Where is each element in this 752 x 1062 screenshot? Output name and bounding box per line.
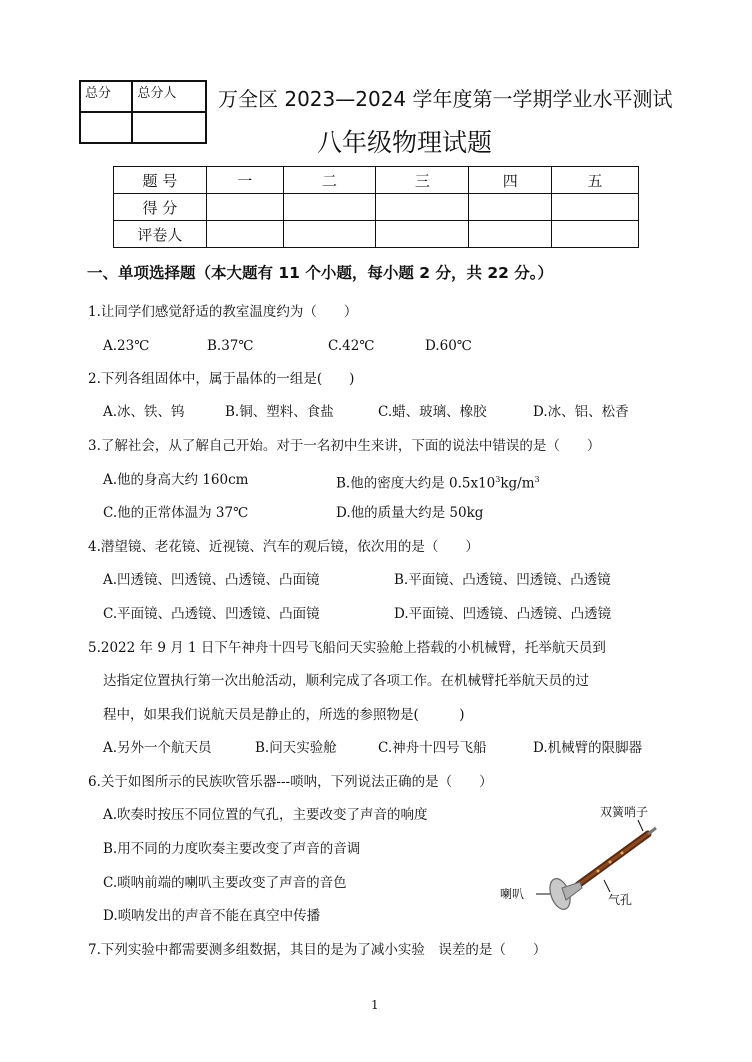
score-cell[interactable] [376, 194, 469, 221]
question-6-stem: 6.关于如图所示的民族吹管乐器---唢呐，下列说法正确的是（ ） [88, 774, 493, 790]
q5-option-b[interactable]: B.问天实验舱 [255, 740, 337, 756]
section-heading: 一、单项选择题（本大题有 11 个小题，每小题 2 分，共 22 分。） [87, 264, 554, 282]
q3-option-c[interactable]: C.他的正常体温为 37℃ [103, 505, 249, 521]
air-hole [621, 852, 624, 855]
scorer-label: 总分人 [132, 81, 206, 112]
score-cell[interactable] [283, 194, 376, 221]
grader-cell[interactable] [283, 221, 376, 248]
hole-pointer [604, 880, 610, 892]
reed-pointer [638, 820, 643, 831]
q3-option-b-exponent: 3 [495, 475, 501, 484]
exam-title: 万全区 2023—2024 学年度第一学期学业水平测试 [218, 87, 673, 111]
q4-option-b[interactable]: B.平面镜、凸透镜、凹透镜、凸透镜 [394, 572, 611, 588]
grader-cell[interactable] [552, 221, 639, 248]
score-cell[interactable] [469, 194, 552, 221]
column-header: 二 [283, 167, 376, 194]
grade-table [113, 166, 639, 248]
question-7-stem: 7.下列实验中都需要测多组数据，其目的是为了减小实验 误差的是（ ） [88, 942, 547, 958]
q1-option-c[interactable]: C.42℃ [328, 338, 375, 354]
q3-option-b-unit: kg/m [500, 475, 535, 492]
column-header: 五 [552, 167, 639, 194]
grade-table-header-row [114, 167, 639, 194]
total-score-label: 总分 [80, 81, 132, 112]
question-5-line-1: 5.2022 年 9 月 1 日下午神舟十四号飞船问天实验舱上搭载的小机械臂，托举航天员到 [88, 640, 606, 656]
label-reed: 双簧哨子 [600, 805, 649, 819]
label-hole: 气孔 [608, 893, 633, 907]
grade-table-score-row [114, 194, 639, 221]
score-cell[interactable] [206, 194, 283, 221]
suona-figure [498, 800, 668, 925]
grader-cell[interactable] [376, 221, 469, 248]
q2-option-c[interactable]: C.蜡、玻璃、橡胶 [378, 404, 487, 420]
column-header: 四 [469, 167, 552, 194]
column-header: 一 [206, 167, 283, 194]
question-5-line-2: 达指定位置执行第一次出舱活动，顺利完成了各项工作。在机械臂托举航天员的过 [103, 673, 589, 689]
air-hole [597, 870, 600, 873]
q3-option-a[interactable]: A.他的身高大约 160cm [103, 472, 249, 488]
question-4-stem: 4.潜望镜、老花镜、近视镜、汽车的观后镜，依次用的是（ ） [88, 539, 479, 555]
q6-option-b[interactable]: B.用不同的力度吹奏主要改变了声音的音调 [103, 841, 361, 857]
q2-option-a[interactable]: A.冰、铁、钨 [103, 404, 185, 420]
row-label-score: 得 分 [114, 194, 207, 221]
question-5-line-3: 程中，如果我们说航天员是静止的，所选的参照物是( ) [103, 707, 465, 723]
page-number: 1 [371, 998, 379, 1012]
q2-option-b[interactable]: B.铜、塑料、食盐 [225, 404, 334, 420]
q3-option-d[interactable]: D.他的质量大约是 50kg [336, 505, 484, 521]
q4-option-c[interactable]: C.平面镜、凸透镜、凹透镜、凸面镜 [103, 606, 320, 622]
column-header: 三 [376, 167, 469, 194]
question-3-stem: 3.了解社会，从了解自己开始。对于一名初中生来讲，下面的说法中错误的是（ ） [88, 438, 601, 454]
q5-option-a[interactable]: A.另外一个航天员 [103, 740, 212, 756]
q6-option-d[interactable]: D.唢呐发出的声音不能在真空中传播 [103, 908, 321, 924]
q5-option-d[interactable]: D.机械臂的限脚器 [533, 740, 643, 756]
row-label-grader: 评卷人 [114, 221, 207, 248]
q3-option-b[interactable] [336, 471, 540, 493]
score-cell[interactable] [552, 194, 639, 221]
q6-option-a[interactable]: A.吹奏时按压不同位置的气孔，主要改变了声音的响度 [103, 807, 428, 823]
total-score-cell[interactable] [80, 112, 132, 143]
exam-subtitle: 八年级物理试题 [317, 128, 493, 157]
q3-option-b-unit-exponent: 3 [534, 475, 540, 484]
grader-cell[interactable] [206, 221, 283, 248]
total-score-box [79, 80, 207, 144]
q6-option-c[interactable]: C.唢呐前端的喇叭主要改变了声音的音色 [103, 875, 347, 891]
q4-option-d[interactable]: D.平面镜、凹透镜、凸透镜、凸透镜 [394, 606, 612, 622]
row-label-question-number: 题 号 [114, 167, 207, 194]
q5-option-c[interactable]: C.神舟十四号飞船 [378, 740, 487, 756]
q1-option-d[interactable]: D.60℃ [425, 338, 472, 354]
scorer-cell[interactable] [132, 112, 206, 143]
question-2-stem: 2.下列各组固体中，属于晶体的一组是( ) [88, 371, 355, 387]
q4-option-a[interactable]: A.凹透镜、凹透镜、凸透镜、凸面镜 [103, 572, 320, 588]
question-1-stem: 1.让同学们感觉舒适的教室温度约为（ ） [88, 304, 358, 320]
suona-body-highlight [578, 834, 648, 885]
q1-option-a[interactable]: A.23℃ [103, 338, 150, 354]
label-horn: 喇叭 [500, 887, 525, 901]
air-hole [609, 861, 612, 864]
q1-option-b[interactable]: B.37℃ [207, 338, 254, 354]
q3-option-b-text: B.他的密度大约是 0.5x10 [336, 475, 496, 492]
grade-table-grader-row [114, 221, 639, 248]
grader-cell[interactable] [469, 221, 552, 248]
q2-option-d[interactable]: D.冰、铝、松香 [533, 404, 629, 420]
